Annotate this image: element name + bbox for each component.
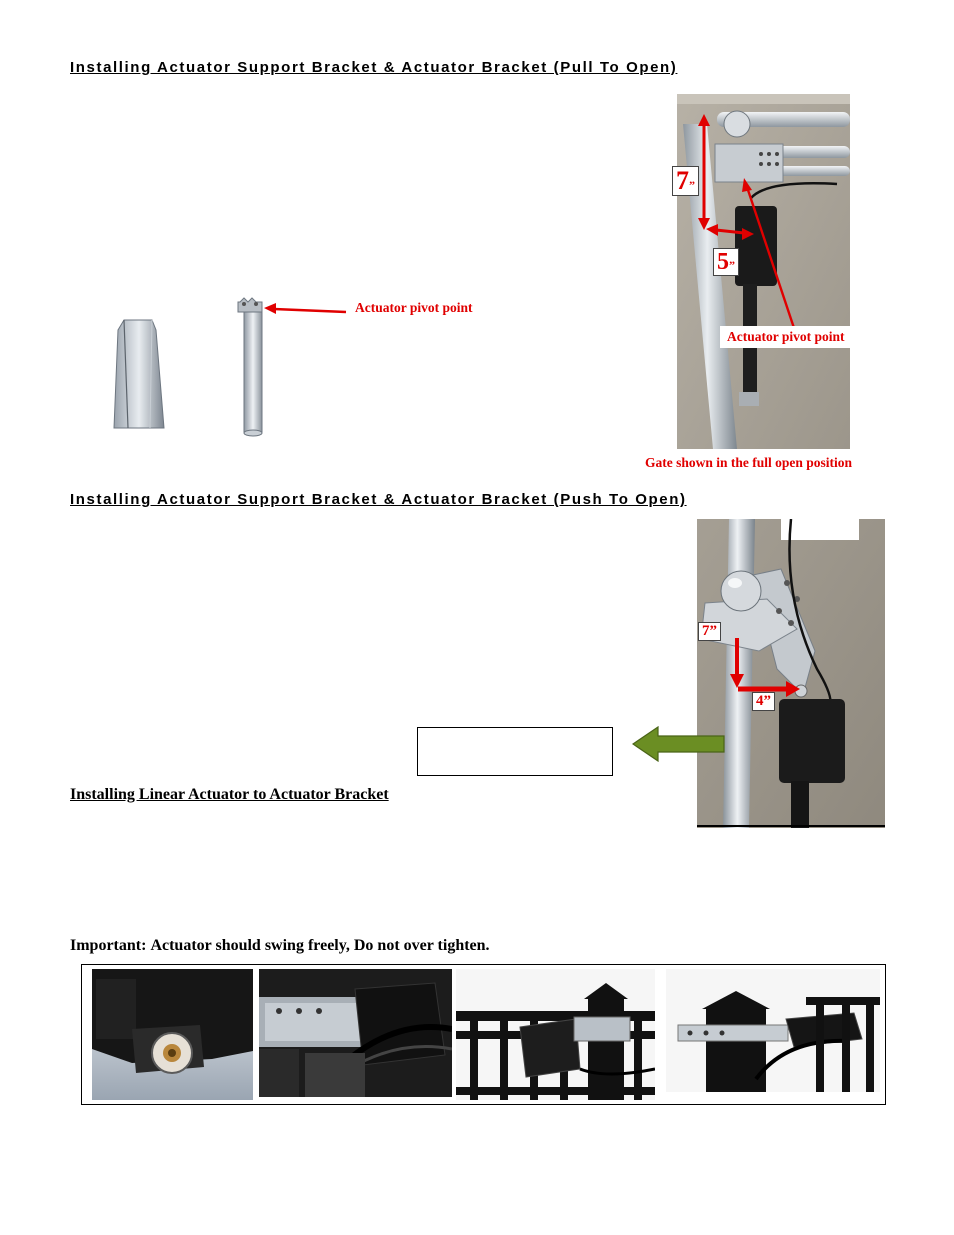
dim-label-horizontal	[713, 248, 739, 276]
push-dim-vertical: 7”	[698, 622, 721, 641]
actuator-bracket-post-photo	[666, 969, 880, 1092]
important-note	[70, 937, 490, 955]
support-bracket-image	[104, 318, 190, 432]
actuator-mount-closeup-photo	[92, 969, 253, 1100]
dim-horizontal-value: 5	[717, 249, 729, 275]
section-heading-linear-actuator: Installing Linear Actuator to Actuator Bracket	[70, 786, 389, 803]
green-left-arrow	[632, 726, 726, 762]
photo-pivot-label: Actuator pivot point	[720, 326, 852, 348]
section-heading-pull-to-open: Installing Actuator Support Bracket & Actuator Bracket (Pull To Open)	[70, 59, 678, 76]
gate-actuator-installed-photo	[456, 969, 655, 1100]
section-heading-push-to-open: Installing Actuator Support Bracket & Actuator Bracket (Push To Open)	[70, 491, 687, 508]
important-text: Actuator should swing freely, Do not over tighten.	[150, 937, 490, 954]
dim-vertical-unit: ”	[689, 178, 695, 192]
push-dim-horizontal: 4”	[752, 692, 775, 711]
bracket-assembly-photo	[259, 969, 452, 1097]
pivot-point-arrow	[262, 302, 352, 318]
empty-note-box	[417, 727, 613, 776]
dim-vertical-value: 7	[676, 166, 689, 195]
bracket-pivot-label: Actuator pivot point	[355, 300, 473, 315]
important-label: Important:	[70, 937, 147, 954]
gate-open-caption: Gate shown in the full open position	[645, 455, 853, 470]
dimension-arrows-pull	[690, 112, 800, 344]
dim-horizontal-unit: ”	[729, 258, 735, 272]
actuator-bracket-image	[200, 268, 315, 444]
dim-label-vertical	[672, 166, 699, 196]
